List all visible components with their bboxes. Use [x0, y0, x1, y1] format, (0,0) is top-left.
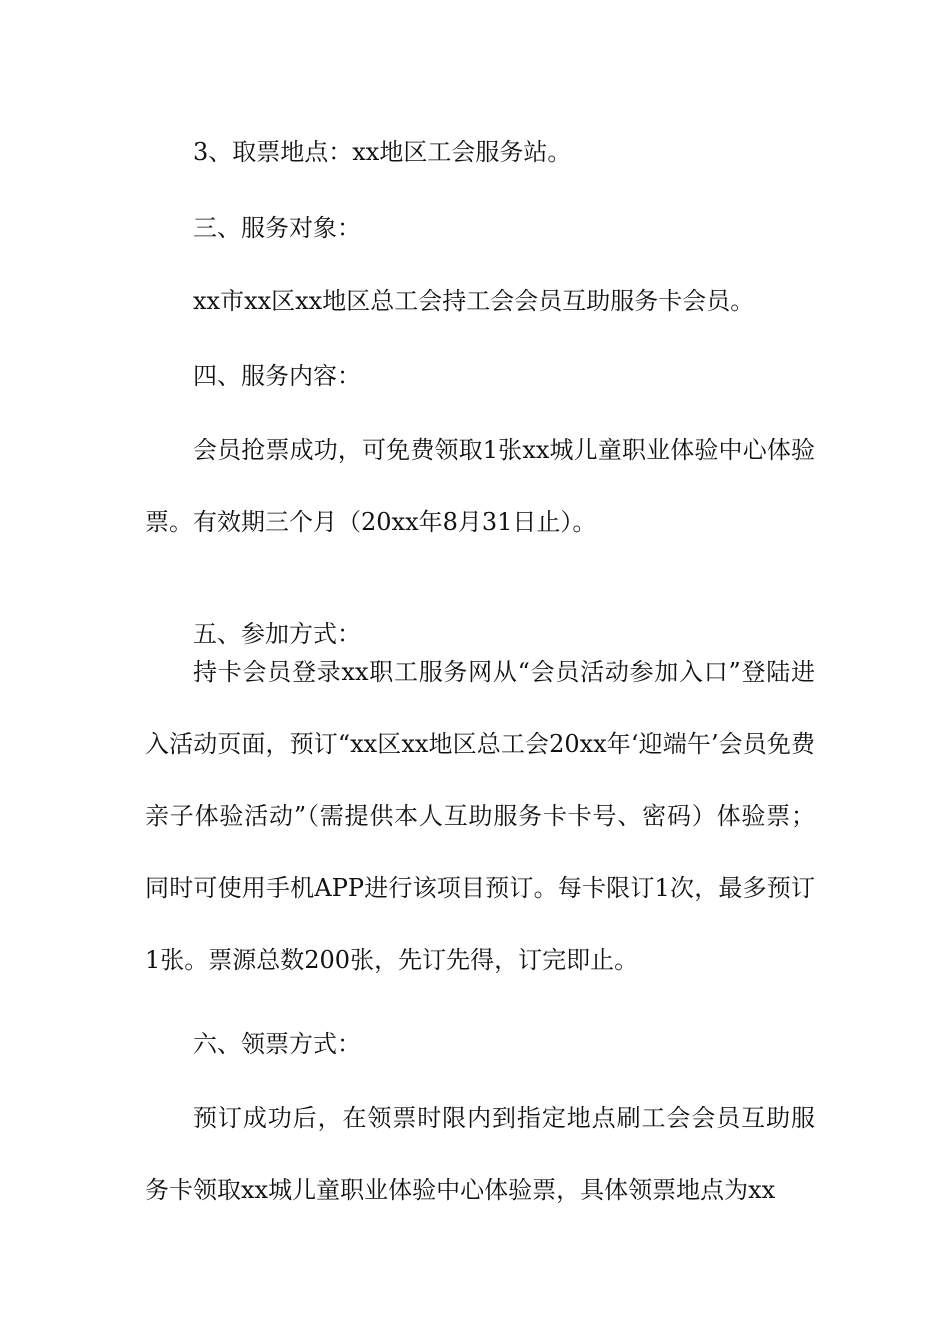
- paragraph-participation: 持卡会员登录xx职工服务网从“会员活动参加入口”登陆进入活动页面，预订“xx区xx地区总工会20xx年‘迎端午’会员免费亲子体验活动”（需提供本人互助服务卡卡号、密码）体验票；同时可使用手机APP进行该项目预订。每卡限订1次，最多预订1张。票源总数200张，先订先得，订完即止。: [145, 658, 815, 974]
- paragraph-service-target: xx市xx区xx地区总工会持工会会员互助服务卡会员。: [193, 287, 755, 315]
- heading-service-target: 三、服务对象：: [193, 214, 361, 242]
- paragraph-ticket-collection: 预订成功后，在领票时限内到指定地点刷工会会员互助服务卡领取xx城儿童职业体验中心体验票，具体领票地点为xx: [145, 1104, 815, 1204]
- heading-ticket-collection: 六、领票方式：: [193, 1030, 361, 1058]
- paragraph-pickup-location: 3、取票地点：xx地区工会服务站。: [193, 138, 572, 166]
- heading-participation: 五、参加方式：: [193, 620, 361, 648]
- paragraph-service-content: 会员抢票成功，可免费领取1张xx城儿童职业体验中心体验票。有效期三个月（20xx年8月31日止）。: [145, 436, 815, 536]
- heading-service-content: 四、服务内容：: [193, 362, 361, 390]
